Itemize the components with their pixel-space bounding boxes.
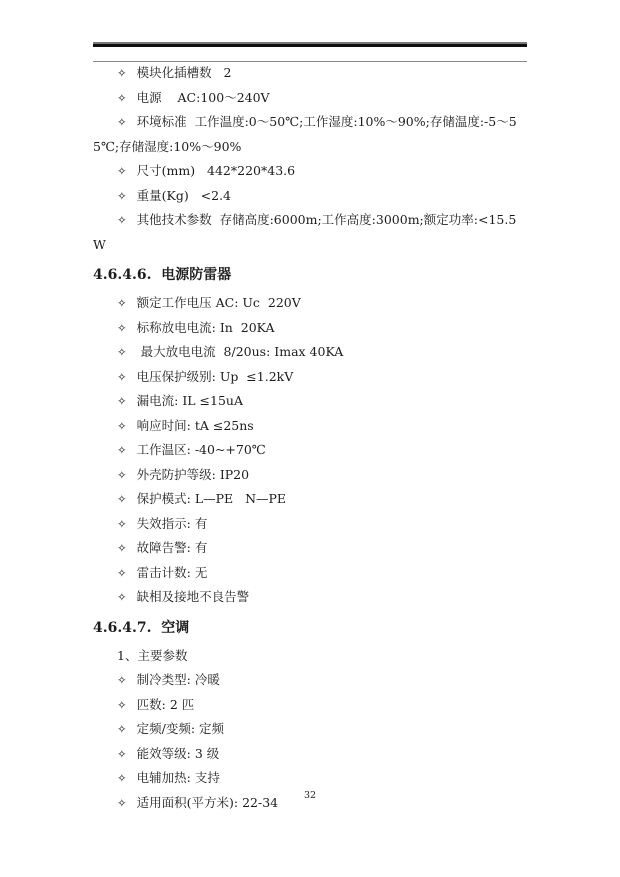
section-heading: 4.6.4.7. 空调 — [93, 619, 190, 636]
item-text: 外壳防护等级: IP20 — [136, 466, 250, 482]
diamond-bullet-icon: ✧ — [117, 188, 127, 203]
item-text: 雷击计数: 无 — [136, 564, 208, 580]
item-text: 响应时间: tA ≤25ns — [136, 417, 254, 433]
item-text: 电压保护级别: Up ≤1.2kV — [136, 368, 294, 384]
item-text: 漏电流: IL ≤15uA — [136, 393, 243, 408]
list-item — [93, 340, 527, 365]
item-text: 环境标准 工作温度:0～50℃;工作湿度:10%～90%;存储温度:-5～55℃;存储湿度:10%～90% — [93, 114, 517, 154]
diamond-bullet-icon: ✧ — [117, 492, 127, 506]
list-item — [93, 438, 527, 463]
header-rule-thick-black — [93, 44, 527, 47]
diamond-bullet-icon: ✧ — [117, 296, 127, 310]
list-item — [93, 389, 527, 414]
list-item — [93, 291, 527, 316]
diamond-bullet-icon: ✧ — [117, 746, 127, 761]
list-item — [93, 561, 527, 586]
item-text: 其他技术参数 存储高度:6000m;工作高度:3000m;额定功率:<15.5W — [93, 212, 517, 252]
list-item — [93, 414, 527, 439]
section-air-conditioner — [93, 615, 527, 816]
item-text: 故障告警: 有 — [136, 540, 208, 555]
list-item — [93, 61, 527, 86]
diamond-bullet-icon: ✧ — [117, 722, 127, 736]
list-item — [93, 693, 527, 718]
item-text: 电辅加热: 支持 — [136, 770, 220, 785]
diamond-bullet-icon: ✧ — [117, 90, 127, 105]
page-number: 32 — [303, 790, 317, 801]
diamond-bullet-icon: ✧ — [117, 516, 127, 531]
diamond-bullet-icon: ✧ — [117, 66, 127, 80]
item-text: 重量(Kg) <2.4 — [136, 187, 232, 203]
diamond-bullet-icon: ✧ — [117, 771, 127, 785]
list-item — [93, 487, 527, 512]
item-text: 制冷类型: 冷暖 — [136, 672, 220, 687]
item-text: 工作温区: -40~+70℃ — [136, 442, 266, 457]
list-item — [93, 668, 527, 693]
diamond-bullet-icon: ✧ — [117, 164, 127, 178]
list-item — [93, 585, 527, 610]
section-intro: 1、主要参数 — [117, 647, 188, 663]
item-text: 失效指示: 有 — [136, 515, 208, 531]
item-text: 定频/变频: 定频 — [136, 721, 225, 736]
diamond-bullet-icon: ✧ — [117, 673, 127, 687]
list-item — [93, 110, 527, 159]
list-item — [93, 536, 527, 561]
list-item — [93, 512, 527, 537]
list-item — [93, 717, 527, 742]
document-body — [93, 61, 527, 815]
list-item — [93, 208, 527, 257]
list-item — [93, 742, 527, 767]
item-text: 标称放电电流: In 20KA — [136, 319, 275, 335]
diamond-bullet-icon: ✧ — [117, 369, 127, 384]
list-item — [93, 365, 527, 390]
item-text: 额定工作电压 AC: Uc 220V — [136, 295, 301, 310]
list-item — [93, 766, 527, 791]
item-text: 尺寸(mm) 442*220*43.6 — [136, 163, 296, 178]
item-text: 模块化插槽数 2 — [136, 65, 232, 80]
diamond-bullet-icon: ✧ — [117, 467, 127, 482]
item-text: 匹数: 2 匹 — [136, 696, 195, 712]
section-specs-continuation — [93, 61, 527, 257]
diamond-bullet-icon: ✧ — [117, 697, 127, 712]
diamond-bullet-icon: ✧ — [117, 541, 127, 555]
diamond-bullet-icon: ✧ — [117, 345, 127, 359]
item-text: 保护模式: L—PE N—PE — [136, 491, 287, 506]
list-item — [93, 86, 527, 111]
item-text: 适用面积(平方米): 22-34 — [136, 794, 279, 810]
diamond-bullet-icon: ✧ — [117, 115, 127, 129]
diamond-bullet-icon: ✧ — [117, 320, 127, 335]
diamond-bullet-icon: ✧ — [117, 795, 127, 810]
diamond-bullet-icon: ✧ — [117, 590, 127, 604]
item-text: 最大放电电流 8/20us: Imax 40KA — [136, 344, 344, 359]
diamond-bullet-icon: ✧ — [117, 418, 127, 433]
item-text: 能效等级: 3 级 — [136, 745, 220, 761]
diamond-bullet-icon: ✧ — [117, 443, 127, 457]
diamond-bullet-icon: ✧ — [117, 394, 127, 408]
list-item — [93, 159, 527, 184]
list-item — [93, 316, 527, 341]
item-text: 缺相及接地不良告警 — [136, 589, 250, 604]
list-item — [93, 463, 527, 488]
list-item — [93, 184, 527, 209]
diamond-bullet-icon: ✧ — [117, 565, 127, 580]
diamond-bullet-icon: ✧ — [117, 213, 127, 227]
item-text: 电源 AC:100～240V — [136, 89, 270, 105]
section-power-surge-protector — [93, 262, 527, 610]
section-heading: 4.6.4.6. 电源防雷器 — [93, 267, 232, 283]
